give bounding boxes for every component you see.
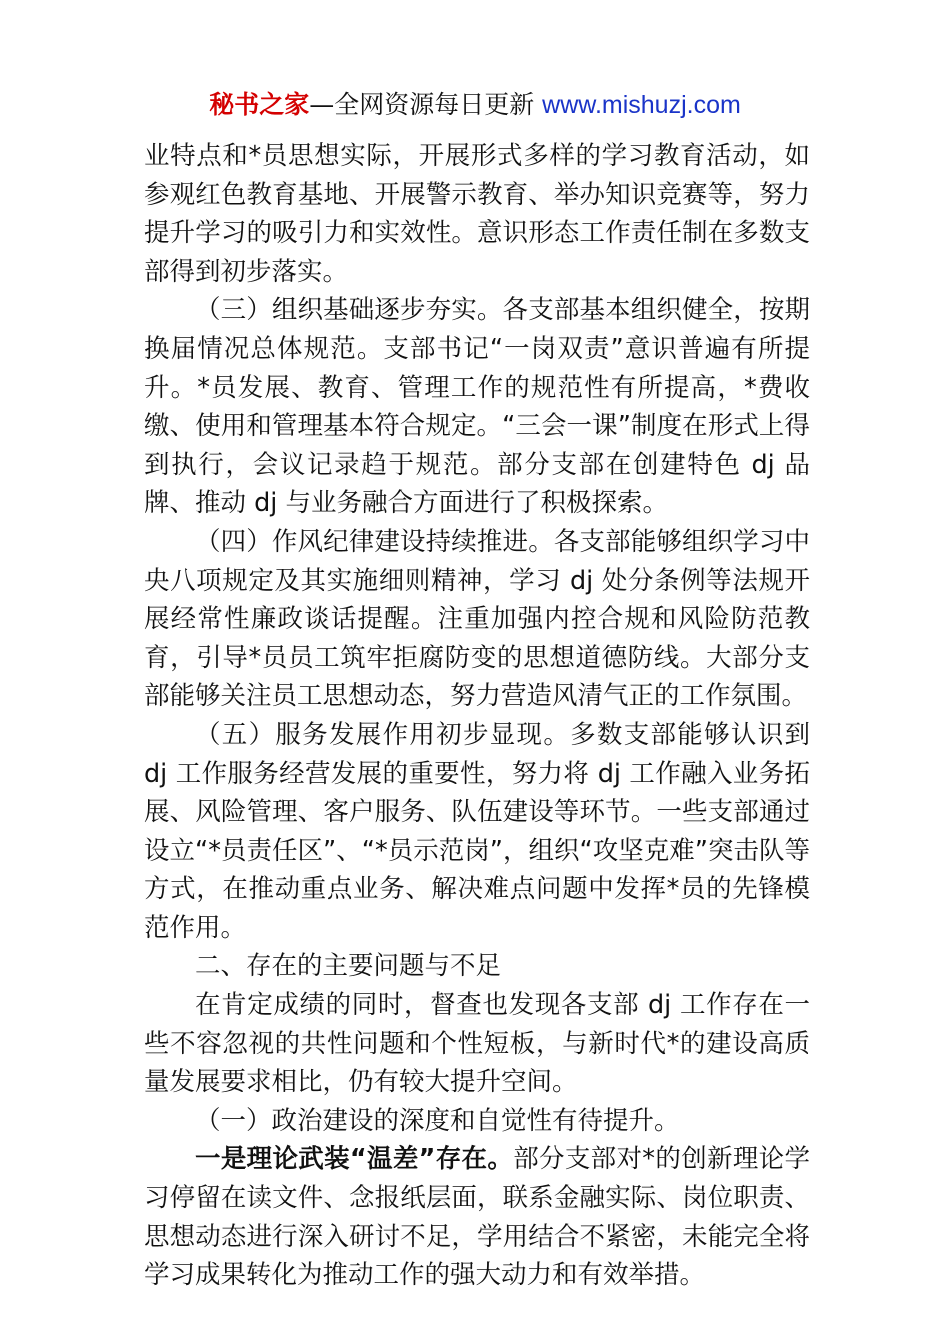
page-header <box>0 86 950 124</box>
paragraph-work-style-discipline: （四）作风纪律建设持续推进。各支部能够组织学习中央八项规定及其实施细则精神，学习 dj 处分条例等法规开展经常性廉政谈话提醒。注重加强内控合规和风险防范教育，引导*员员工筑牢拒腐防变的思想道德防线。大部分支部能够关注员工思想动态，努力营造风清气正的工作氛围。 <box>144 526 810 712</box>
paragraph-theory-gap <box>144 1140 810 1294</box>
paragraph-theory-gap-text: 部分支部对*的创新理论学习停留在读文件、念报纸层面，联系金融实际、岗位职责、思想动态进行深入研讨不足，学用结合不紧密，未能完全将学习成果转化为推动工作的强大动力和有效举措。 <box>144 1144 810 1291</box>
paragraph-problems-intro: 在肯定成绩的同时，督查也发现各支部 dj 工作存在一些不容忽视的共性问题和个性短板，与新时代*的建设高质量发展要求相比，仍有较大提升空间。 <box>144 990 810 1098</box>
bold-lead-phrase: 一是理论武装“温差”存在。 <box>195 1144 514 1175</box>
paragraph-continuation: 业特点和*员思想实际，开展形式多样的学习教育活动，如参观红色教育基地、开展警示教育、举办知识竞赛等，努力提升学习的吸引力和实效性。意识形态工作责任制在多数支部得到初步落实。 <box>144 141 810 287</box>
document-body <box>144 137 810 1295</box>
header-tagline: —全网资源每日更新 <box>309 90 543 119</box>
paragraph-service-development: （五）服务发展作用初步显现。多数支部能够认识到 dj 工作服务经营发展的重要性，努力将 dj 工作融入业务拓展、风险管理、客户服务、队伍建设等环节。一些支部通过设立“*员责任区”、“*员示范岗”，组织“攻坚克难”突击队等方式，在推动重点业务、解决难点问题中发挥*员的先锋模范作用。 <box>144 719 810 943</box>
site-brand: 秘书之家 <box>209 90 310 119</box>
site-url[interactable]: www.mishuzj.com <box>542 91 741 119</box>
section-heading-problems: 二、存在的主要问题与不足 <box>195 951 502 982</box>
subheading-political-construction: （一）政治建设的深度和自觉性有待提升。 <box>195 1105 680 1136</box>
paragraph-organization-foundation: （三）组织基础逐步夯实。各支部基本组织健全，按期换届情况总体规范。支部书记“一岗双责”意识普遍有所提升。*员发展、教育、管理工作的规范性有所提高，*费收缴、使用和管理基本符合规定。“三会一课”制度在形式上得到执行，会议记录趋于规范。部分支部在创建特色 dj 品牌、推动 dj 与业务融合方面进行了积极探索。 <box>144 295 810 519</box>
